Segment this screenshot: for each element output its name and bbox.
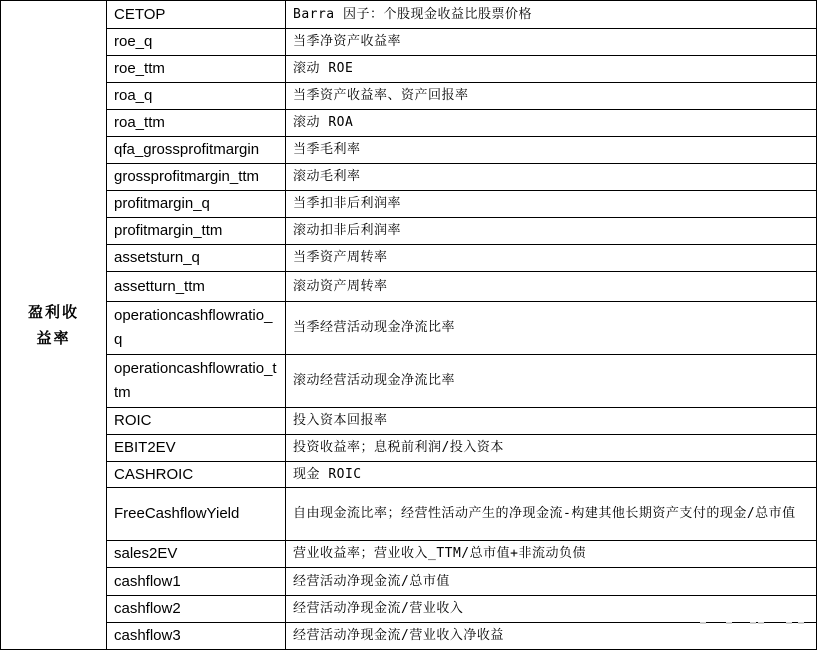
table-row xyxy=(1,435,817,462)
factor-name: sales2EV xyxy=(107,541,286,568)
factor-description: 经营活动净现金流/营业收入净收益 xyxy=(286,623,817,650)
factor-name: operationcashflowratio_q xyxy=(107,302,286,355)
table-row xyxy=(1,302,817,355)
table-row xyxy=(1,408,817,435)
factor-name: ROIC xyxy=(107,408,286,435)
factor-description: 滚动 ROE xyxy=(286,56,817,83)
factor-description: 滚动资产周转率 xyxy=(286,272,817,302)
factor-name: operationcashflowratio_ttm xyxy=(107,355,286,408)
table-row xyxy=(1,218,817,245)
factor-name: EBIT2EV xyxy=(107,435,286,462)
factor-name: profitmargin_q xyxy=(107,191,286,218)
factor-description: 滚动 ROA xyxy=(286,110,817,137)
factor-description: 当季毛利率 xyxy=(286,137,817,164)
factor-name: CETOP xyxy=(107,1,286,29)
factor-name: CASHROIC xyxy=(107,462,286,488)
factor-description: 当季扣非后利润率 xyxy=(286,191,817,218)
table-row xyxy=(1,1,817,29)
table-row xyxy=(1,110,817,137)
factor-name: roa_q xyxy=(107,83,286,110)
table-row xyxy=(1,462,817,488)
factor-description: 投入资本回报率 xyxy=(286,408,817,435)
table-row xyxy=(1,164,817,191)
table-row xyxy=(1,355,817,408)
factor-description: 滚动经营活动现金净流比率 xyxy=(286,355,817,408)
factor-description: 滚动毛利率 xyxy=(286,164,817,191)
factor-name: grossprofitmargin_ttm xyxy=(107,164,286,191)
factor-description: 投资收益率；息税前利润/投入资本 xyxy=(286,435,817,462)
table-row xyxy=(1,272,817,302)
factor-description: 当季净资产收益率 xyxy=(286,29,817,56)
factor-name: cashflow1 xyxy=(107,568,286,596)
factor-name: cashflow2 xyxy=(107,596,286,623)
factor-name: qfa_grossprofitmargin xyxy=(107,137,286,164)
factor-name: cashflow3 xyxy=(107,623,286,650)
table-row xyxy=(1,29,817,56)
table-row xyxy=(1,245,817,272)
table-row xyxy=(1,541,817,568)
table-row xyxy=(1,137,817,164)
category-cell xyxy=(1,1,107,650)
table-row xyxy=(1,191,817,218)
table-row xyxy=(1,56,817,83)
factor-description: Barra 因子：个股现金收益比股票价格 xyxy=(286,1,817,29)
factor-name: profitmargin_ttm xyxy=(107,218,286,245)
factor-name: assetsturn_q xyxy=(107,245,286,272)
table-row xyxy=(1,83,817,110)
factor-description: 当季资产收益率、资产回报率 xyxy=(286,83,817,110)
table-row xyxy=(1,623,817,650)
factor-description: 营业收益率；营业收入_TTM/总市值+非流动负债 xyxy=(286,541,817,568)
table-row xyxy=(1,488,817,541)
factor-description: 滚动扣非后利润率 xyxy=(286,218,817,245)
factor-description: 当季经营活动现金净流比率 xyxy=(286,302,817,355)
factor-name: roa_ttm xyxy=(107,110,286,137)
factor-description: 经营活动净现金流/总市值 xyxy=(286,568,817,596)
table-row xyxy=(1,596,817,623)
factor-name: roe_q xyxy=(107,29,286,56)
category-label: 盈利收益率 xyxy=(27,303,79,347)
factor-description: 当季资产周转率 xyxy=(286,245,817,272)
table-row xyxy=(1,568,817,596)
factor-name: assetturn_ttm xyxy=(107,272,286,302)
factor-description: 自由现金流比率；经营性活动产生的净现金流-构建其他长期资产支付的现金/总市值 xyxy=(286,488,817,541)
factor-name: roe_ttm xyxy=(107,56,286,83)
factor-description: 现金 ROIC xyxy=(286,462,817,488)
factor-description: 经营活动净现金流/营业收入 xyxy=(286,596,817,623)
factor-name: FreeCashflowYield xyxy=(107,488,286,541)
